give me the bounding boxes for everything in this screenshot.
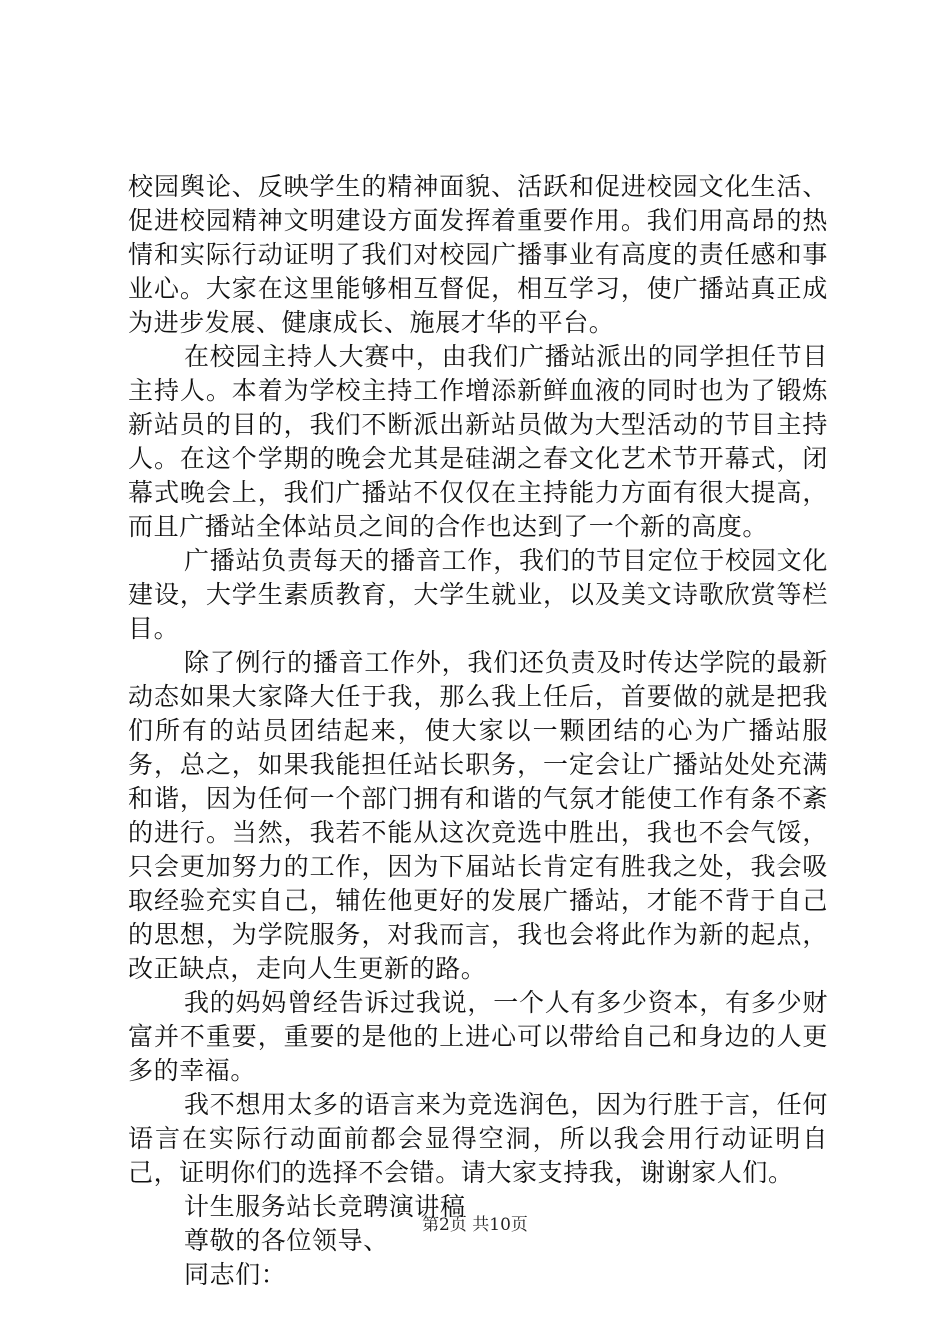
next-speech-title: 计生服务站长竞聘演讲稿 <box>184 1192 466 1221</box>
paragraph-host-contest: 在校园主持人大赛中，由我们广播站派出的同学担任节目主持人。本着为学校主持工作增添新鲜血液的同时也为了锻炼新站员的目的，我们不断派出新站员做为大型活动的节目主持人。在这个学期的晚会尤其是硅湖之春文化艺术节开幕式，闭幕式晚会上，我们广播站不仅仅在主持能力方面有很大提高，而且广播站全体站员之间的合作也达到了一个新的高度。 <box>128 342 828 541</box>
paragraph-mother-quote: 我的妈妈曾经告诉过我说，一个人有多少资本，有多少财富并不重要，重要的是他的上进心可以带给自己和身边的人更多的幸福。 <box>128 988 828 1085</box>
document-body <box>128 170 828 1292</box>
paragraph-closing: 我不想用太多的语言来为竞选润色，因为行胜于言，任何语言在实际行动面前都会显得空洞，所以我会用行动证明自己，证明你们的选择不会错。请大家支持我，谢谢家人们。 <box>128 1090 828 1187</box>
paragraph-continued: 校园舆论、反映学生的精神面貌、活跃和促进校园文化生活、促进校园精神文明建设方面发挥着重要作用。我们用高昂的热情和实际行动证明了我们对校园广播事业有高度的责任感和事业心。大家在这里能够相互督促，相互学习，使广播站真正成为进步发展、健康成长、施展才华的平台。 <box>128 172 828 337</box>
paragraph-broadcast-work: 广播站负责每天的播音工作，我们的节目定位于校园文化建设，大学生素质教育，大学生就业，以及美文诗歌欣赏等栏目。 <box>128 546 828 643</box>
page-number-footer: 第2页 共10页 <box>422 1215 528 1235</box>
salutation-line-1: 尊敬的各位领导、 <box>184 1226 389 1255</box>
paragraph-campaign-pledge: 除了例行的播音工作外，我们还负责及时传达学院的最新动态如果大家降大任于我，那么我上任后，首要做的就是把我们所有的站员团结起来，使大家以一颗团结的心为广播站服务，总之，如果我能担任站长职务，一定会让广播站处处充满和谐，因为任何一个部门拥有和谐的气氛才能使工作有条不紊的进行。当然，我若不能从这次竞选中胜出，我也不会气馁，只会更加努力的工作，因为下届站长肯定有胜我之处，我会吸取经验充实自己，辅佐他更好的发展广播站，才能不背于自己的思想，为学院服务，对我而言，我也会将此作为新的起点，改正缺点，走向人生更新的路。 <box>128 648 828 983</box>
salutation-line-2: 同志们： <box>184 1260 287 1289</box>
